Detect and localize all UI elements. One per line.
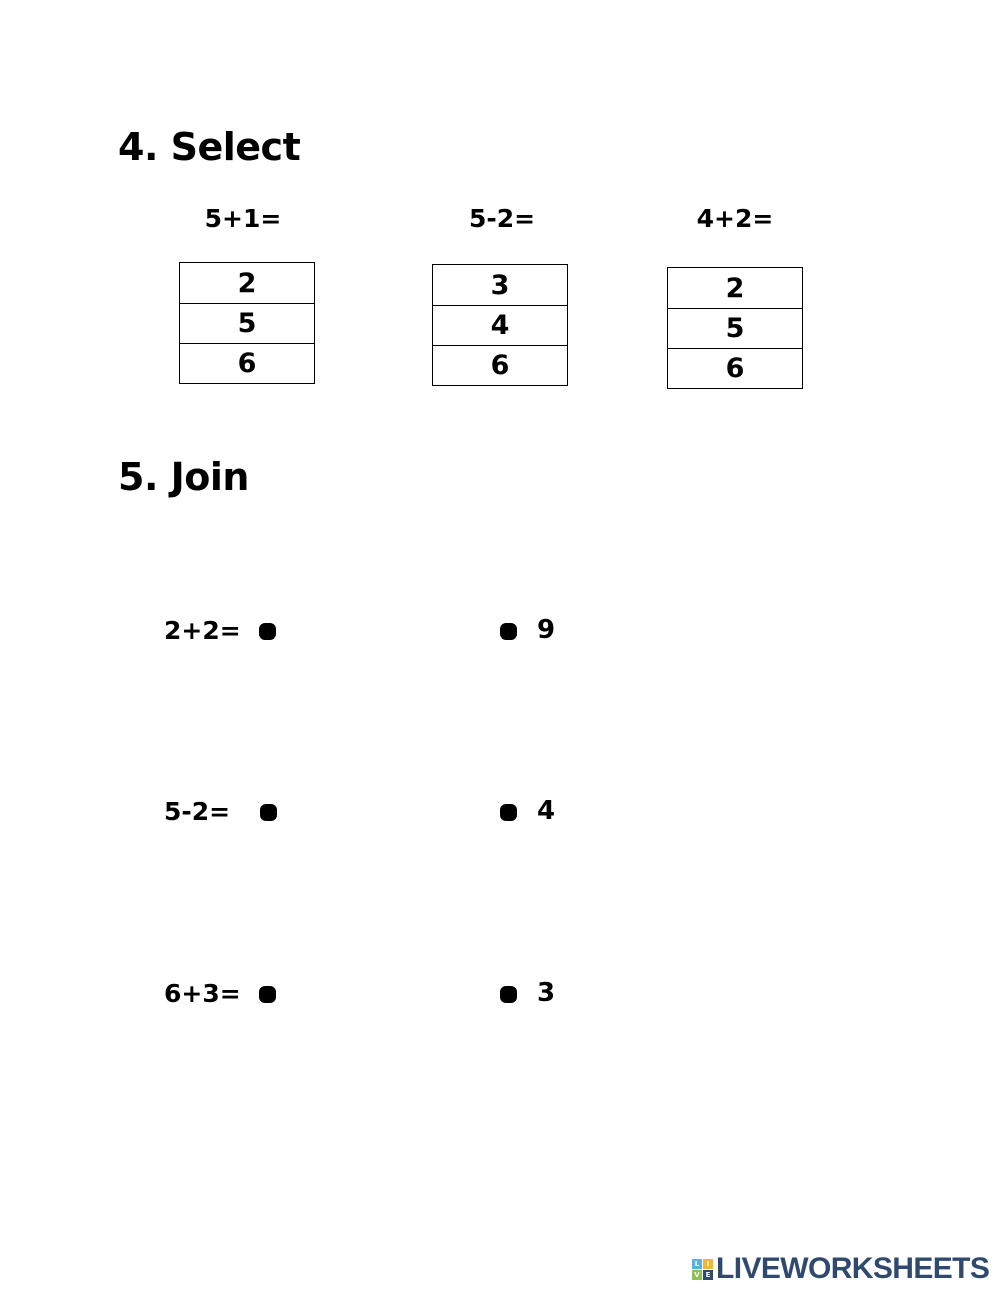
liveworksheets-logo <box>692 1254 989 1284</box>
join-right-dot-1[interactable] <box>500 623 517 640</box>
select-option[interactable]: 4 <box>433 305 567 345</box>
select-options-2 <box>432 264 568 386</box>
logo-text: LIVEWORKSHEETS <box>716 1252 990 1285</box>
logo-square: E <box>703 1270 713 1280</box>
join-right-item-1: 9 <box>537 615 556 645</box>
select-option[interactable]: 2 <box>237 267 257 299</box>
join-right-dot-3[interactable] <box>500 986 517 1003</box>
select-equation-1: 5+1= <box>204 204 282 233</box>
select-section-title: 4. Select <box>118 125 301 169</box>
select-equation-3: 4+2= <box>696 204 774 233</box>
join-right-dot-2[interactable] <box>500 804 517 821</box>
select-option[interactable]: 2 <box>725 272 745 304</box>
join-left-item-1: 2+2= <box>164 616 241 645</box>
join-left-dot-1[interactable] <box>259 623 276 640</box>
select-options-1 <box>179 262 315 384</box>
join-left-dot-3[interactable] <box>259 986 276 1003</box>
select-options-3 <box>667 267 803 389</box>
select-option[interactable]: 6 <box>668 348 802 388</box>
logo-mark-icon <box>692 1259 713 1280</box>
select-option[interactable]: 5 <box>668 308 802 348</box>
select-option[interactable]: 3 <box>490 269 510 301</box>
join-right-item-2: 4 <box>537 796 556 826</box>
select-option[interactable]: 6 <box>433 345 567 385</box>
logo-square: I <box>703 1259 713 1269</box>
join-left-dot-2[interactable] <box>260 804 277 821</box>
select-equation-2: 5-2= <box>468 204 536 233</box>
logo-square: V <box>692 1270 702 1280</box>
join-section-title: 5. Join <box>118 455 249 499</box>
join-left-item-3: 6+3= <box>164 979 241 1008</box>
join-left-item-2: 5-2= <box>164 797 231 826</box>
join-right-item-3: 3 <box>537 978 556 1008</box>
logo-square: L <box>692 1259 702 1269</box>
select-option[interactable]: 5 <box>180 303 314 343</box>
select-option[interactable]: 6 <box>180 343 314 383</box>
